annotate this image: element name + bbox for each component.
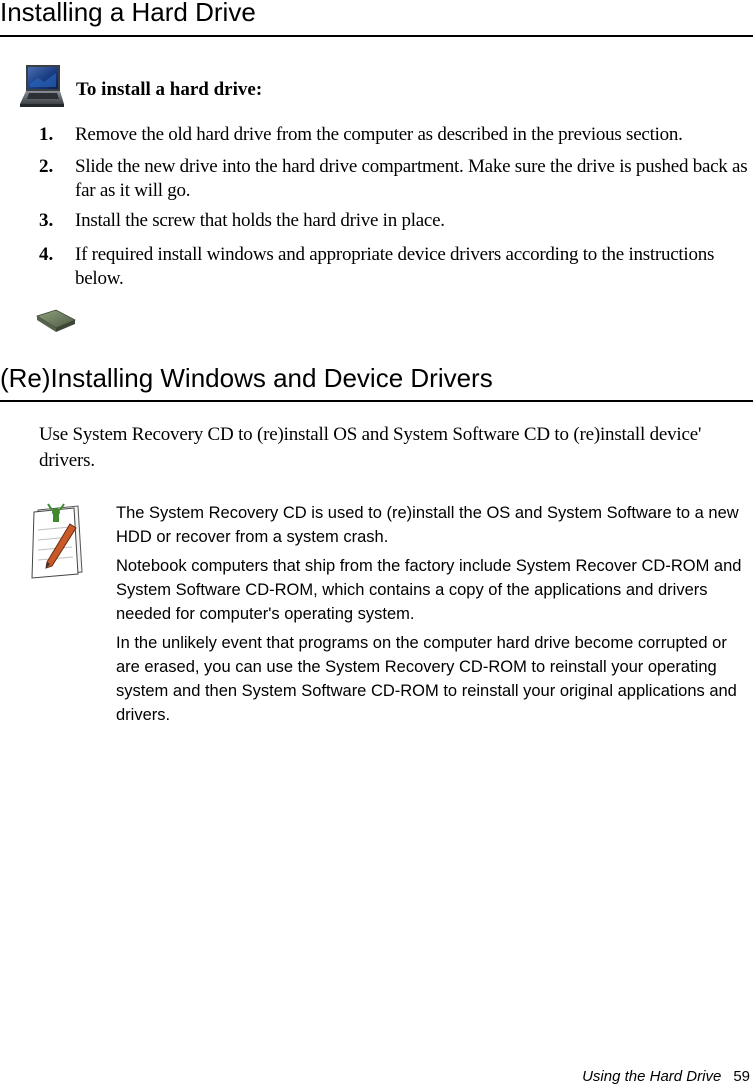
step-number: 2. (39, 156, 54, 177)
step-text: If required install windows and appropriate device drivers according to the instructions below. (75, 244, 715, 289)
section-title: Installing a Hard Drive (0, 0, 256, 27)
step-text: Slide the new drive into the hard drive compartment. Make sure the drive is pushed back as far as it will go. (75, 156, 748, 201)
note-paragraph: In the unlikely event that programs on the computer hard drive become corrupted or are erased, you can use the System Recovery CD-ROM to reinstall your operating system and then System Software CD-ROM to reinstall your original applications and drivers. (116, 634, 737, 724)
step-number: 4. (39, 244, 54, 265)
subsection-divider (0, 400, 753, 402)
step-text: Remove the old hard drive from the computer as described in the previous section. (75, 124, 683, 145)
title-divider (0, 35, 753, 37)
page-footer (582, 1068, 750, 1086)
note-paragraph: The System Recovery CD is used to (re)install the OS and System Software to a new HDD or recover from a system crash. (116, 504, 739, 546)
note-paragraph: Notebook computers that ship from the factory include System Recover CD-ROM and System Software CD-ROM, which contains a copy of the applications and drivers needed for computer's operating system. (116, 557, 742, 623)
laptop-icon (18, 64, 64, 108)
subsection-title: (Re)Installing Windows and Device Drivers (0, 363, 493, 393)
step-number: 1. (39, 124, 54, 145)
step-number: 3. (39, 210, 54, 231)
note-pencil-icon (30, 500, 86, 580)
page-number: 59 (733, 1068, 750, 1085)
footer-title: Using the Hard Drive (582, 1068, 722, 1085)
note-box (116, 501, 752, 732)
step-text: Install the screw that holds the hard drive in place. (75, 210, 445, 231)
closed-laptop-icon (36, 308, 76, 334)
procedure-title: To install a hard drive: (76, 79, 263, 100)
intro-paragraph: Use System Recovery CD to (re)install OS and System Software CD to (re)install device' drivers. (39, 424, 702, 471)
